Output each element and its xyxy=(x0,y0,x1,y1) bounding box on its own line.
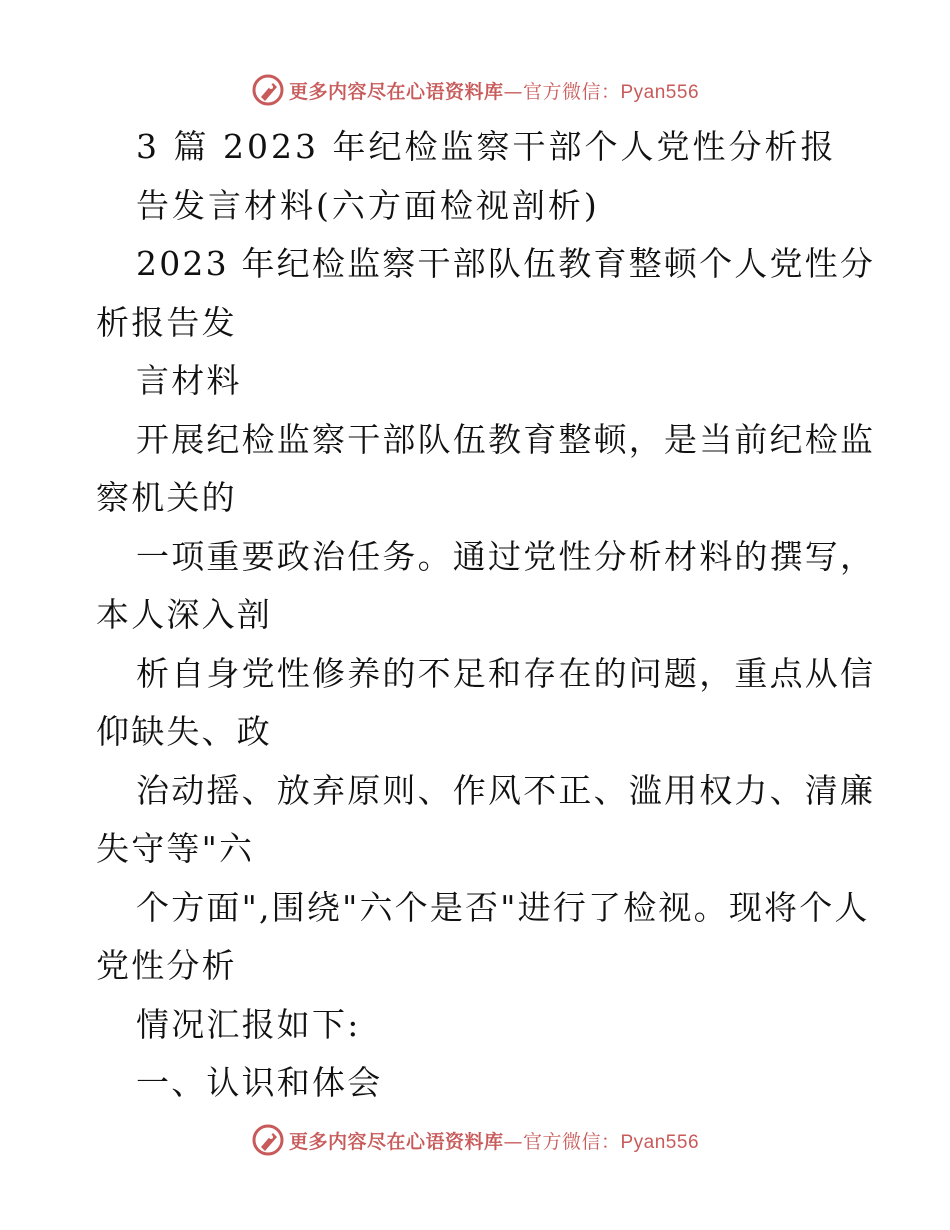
watermark-brand: 更多内容尽在心语资料库 xyxy=(288,1130,504,1153)
watermark-handle: Pyan556 xyxy=(620,81,700,103)
paragraph-line: 个方面",围绕"六个是否"进行了检视。现将个人 xyxy=(136,887,870,927)
watermark-suffix: 官方微信： xyxy=(522,1130,621,1153)
paragraph-line: 察机关的 xyxy=(96,478,237,517)
watermark-separator: — xyxy=(503,1130,523,1153)
paragraph-line: 2023 年纪检监察干部队伍教育整顿个人党性分 xyxy=(136,244,876,283)
document-body xyxy=(96,118,896,1113)
paragraph-line: 仰缺失、政 xyxy=(96,712,272,751)
section-heading: 一、认识和体会 xyxy=(136,1063,383,1102)
watermark-handle: Pyan556 xyxy=(620,1131,700,1153)
paragraph-line: 开展纪检监察干部队伍教育整顿，是当前纪检监 xyxy=(136,419,876,459)
header-watermark xyxy=(0,70,950,110)
paragraph-line: 析自身党性修养的不足和存在的问题，重点从信 xyxy=(136,653,876,693)
paragraph-line: 情况汇报如下: xyxy=(136,1004,361,1044)
pen-nib-seal-icon xyxy=(251,1123,285,1157)
paragraph-line: 失守等"六 xyxy=(96,829,255,868)
watermark-brand: 更多内容尽在心语资料库 xyxy=(288,80,504,103)
footer-watermark xyxy=(0,1120,950,1160)
watermark-separator: — xyxy=(503,80,523,103)
document-title-line-1: 3 篇 2023 年纪检监察干部个人党性分析报 xyxy=(136,127,837,166)
pen-nib-seal-icon xyxy=(251,73,285,107)
paragraph-line: 治动摇、放弃原则、作风不正、滥用权力、清廉 xyxy=(136,770,876,810)
paragraph-line: 党性分析 xyxy=(96,946,237,985)
paragraph-line: 言材料 xyxy=(136,361,242,400)
paragraph-line: 析报告发 xyxy=(96,302,237,342)
watermark-suffix: 官方微信： xyxy=(522,80,621,103)
paragraph-line: 一项重要政治任务。通过党性分析材料的撰写， xyxy=(136,536,876,576)
document-title-line-2: 告发言材料(六方面检视剖析) xyxy=(136,185,600,225)
paragraph-line: 本人深入剖 xyxy=(96,595,272,634)
